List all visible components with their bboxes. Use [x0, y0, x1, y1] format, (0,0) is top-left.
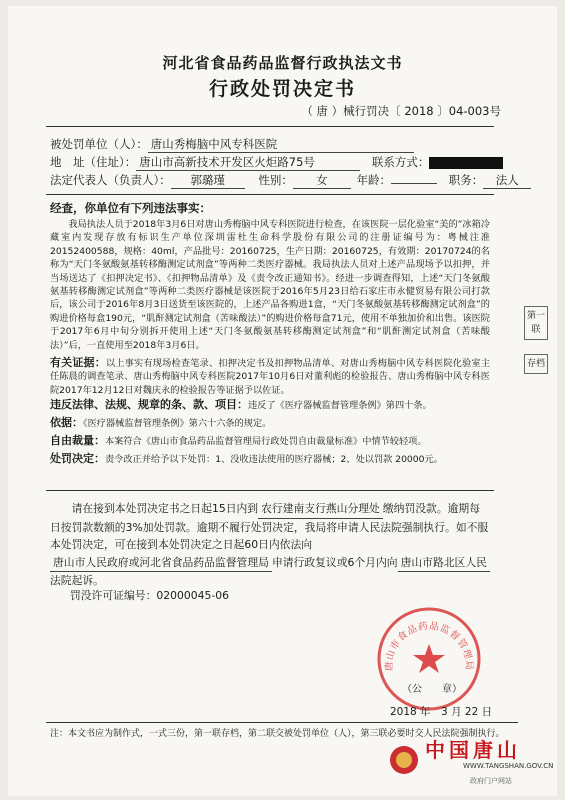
- position-value: 法人: [483, 172, 531, 189]
- position-label: 职务：: [448, 173, 484, 187]
- seal-star-icon: [413, 644, 445, 673]
- rep-value: 郭璐瑾: [171, 172, 245, 189]
- violation-heading: 经查，你单位有下列违法事实：: [50, 201, 211, 215]
- payment-instructions: [50, 500, 490, 590]
- payment-text-2: 缴纳罚没款。逾期每日按罚款数额的3%加处罚款。逾期不履行处罚决定，我局将申请人民法院强制执行。如不服本处罚决定，可在接到本处罚决定之日起60日内依法向: [50, 502, 489, 552]
- rep-label: 法定代表人（负责人）：: [50, 173, 171, 187]
- doc-number: （ 唐 ）械行罚决〔 2018 〕04-003号: [301, 104, 501, 118]
- basis-block: [50, 416, 490, 430]
- age-value: [391, 183, 437, 184]
- party-rep-row: [50, 172, 531, 189]
- age-label: 年龄：: [356, 173, 392, 187]
- party-name-row: [50, 136, 414, 153]
- phone-redaction: [429, 157, 503, 169]
- payment-bank: 农行建南支行燕山分理处: [258, 500, 383, 519]
- decision-block: [50, 452, 490, 466]
- review-authority: 唐山市人民政府或河北省食品药品监督管理局: [50, 554, 272, 573]
- decision-label: 处罚决定：: [50, 452, 105, 465]
- payment-text-3: 申请行政复议或6个月内向: [271, 555, 398, 569]
- seal-label: （公 章）: [402, 684, 462, 695]
- discretion-label: 自由裁量：: [50, 434, 105, 447]
- decision-text: 责令改正并给予以下处罚：1、没收违法使用的医疗器械；2、处以罚款 20000元。: [105, 454, 443, 465]
- margin-box-archive: 存档: [524, 354, 548, 374]
- lower-divider: [46, 490, 494, 491]
- law-block: [50, 398, 490, 412]
- violation-text: 我局执法人员于2018年3月6日对唐山秀梅脑中风专科医院进行检查，在该医院一层化验室“美的”冰箱冷藏室内发现存放有标识生产单位深圳雷杜生命科学股份有限公司的注册证编号为：粤械注准 20152400588，规格：40ml，产品批号：20160725，生产日期：20160725，有效期：20170724的名称为“天门冬氨酸氨基转移酶测定试剂盒”等两种二类医疗器械。我局执法人员对上述产品现场予以扣押，并当场送达了《扣押决定书》、《扣押物品清单》及《责令改正通知书》。经进一步调查得知，上述“天门冬氨酸氨基转移酶测定试剂盒”等两种二类医疗器械是该医院于2016年5月23日给石家庄市永健贸易有限公司打款后，该公司于2016年8月3日送货至该医院的，上述产品各购进1盒，“天门冬氨酸氨基转移酶测定试剂盒”的购进价格每盒190元，“肌酐测定试剂盒（苦味酸法）”的购进价格每盒71元，使用不单独加价和出售。该医院于2017年6月中旬分别拆开使用上述“天门冬氨酸氨基转移酶测定试剂盒”和“肌酐测定试剂盒（苦味酸法）”后，一直使用至2018年3月6日。: [50, 219, 490, 351]
- evidence-label: 有关证据：: [50, 356, 106, 369]
- payment-text-4: 法院起诉。: [50, 574, 104, 588]
- margin-box-copy: 第一联: [524, 306, 548, 340]
- party-name-label: 被处罚单位（人）：: [50, 137, 148, 151]
- mid-divider: [46, 194, 494, 195]
- basis-text: 《医疗器械监督管理条例》第六十六条的规定。: [83, 418, 272, 429]
- gender-value: 女: [293, 172, 351, 189]
- law-label: 违反法律、法规、规章的条、款、项目：: [50, 398, 248, 411]
- official-seal: [376, 606, 482, 712]
- discretion-block: [50, 434, 490, 448]
- court-name: 唐山市路北区人民: [398, 554, 490, 573]
- seal-org-text: 唐山市食品药品监督管理局: [383, 620, 475, 672]
- document-page: [8, 6, 557, 796]
- address-label: 地 址（住址）：: [50, 155, 137, 169]
- payment-text-1: 请在接到本处罚决定书之日起15日内到: [71, 502, 259, 515]
- gender-label: 性别：: [258, 173, 293, 187]
- logo-text: 中国唐山: [425, 738, 521, 762]
- decision-date: 2018 年 3 月 22 日: [390, 706, 493, 718]
- phone-label: 联系方式：: [371, 155, 430, 169]
- logo-site: WWW.TANGSHAN.GOV.CN: [463, 762, 554, 770]
- party-name-value: 唐山秀梅脑中风专科医院: [148, 136, 414, 153]
- top-divider: [46, 126, 494, 127]
- address-value: 唐山市高新技术开发区火炬路75号: [136, 154, 360, 171]
- basis-label: 依据：: [50, 416, 83, 429]
- discretion-text: 本案符合《唐山市食品药品监督管理局行政处罚自由裁量标准》中情节较轻项。: [105, 436, 427, 447]
- evidence-text: 以上事实有现场检查笔录、扣押决定书及扣押物品清单、对唐山秀梅脑中风专科医院化验室主任陈晨的调查笔录、唐山秀梅脑中风专科医院2017年10月6日对董利彪的检验报告、唐山秀梅脑中风专科医院2017年12月12日对魏庆永的检验报告等证据予以佐证。: [50, 358, 491, 396]
- doc-title: 行政处罚决定书: [208, 78, 356, 100]
- permit-number: 罚没许可证编号：02000045-06: [70, 589, 229, 602]
- evidence-block: [50, 356, 490, 397]
- footnote-divider: [46, 722, 518, 723]
- doc-header-agency: 河北省食品药品监督行政执法文书: [162, 54, 403, 72]
- footnote: 注：本文书应为制作式，一式三份，第一联存档，第二联交被处罚单位（人），第三联必要时交人民法院强制执行。: [50, 729, 505, 739]
- party-address-row: [50, 154, 503, 171]
- logo-subtitle: 政府门户网站: [470, 777, 512, 785]
- law-text: 违反了《医疗器械监督管理条例》第四十条。: [248, 400, 432, 411]
